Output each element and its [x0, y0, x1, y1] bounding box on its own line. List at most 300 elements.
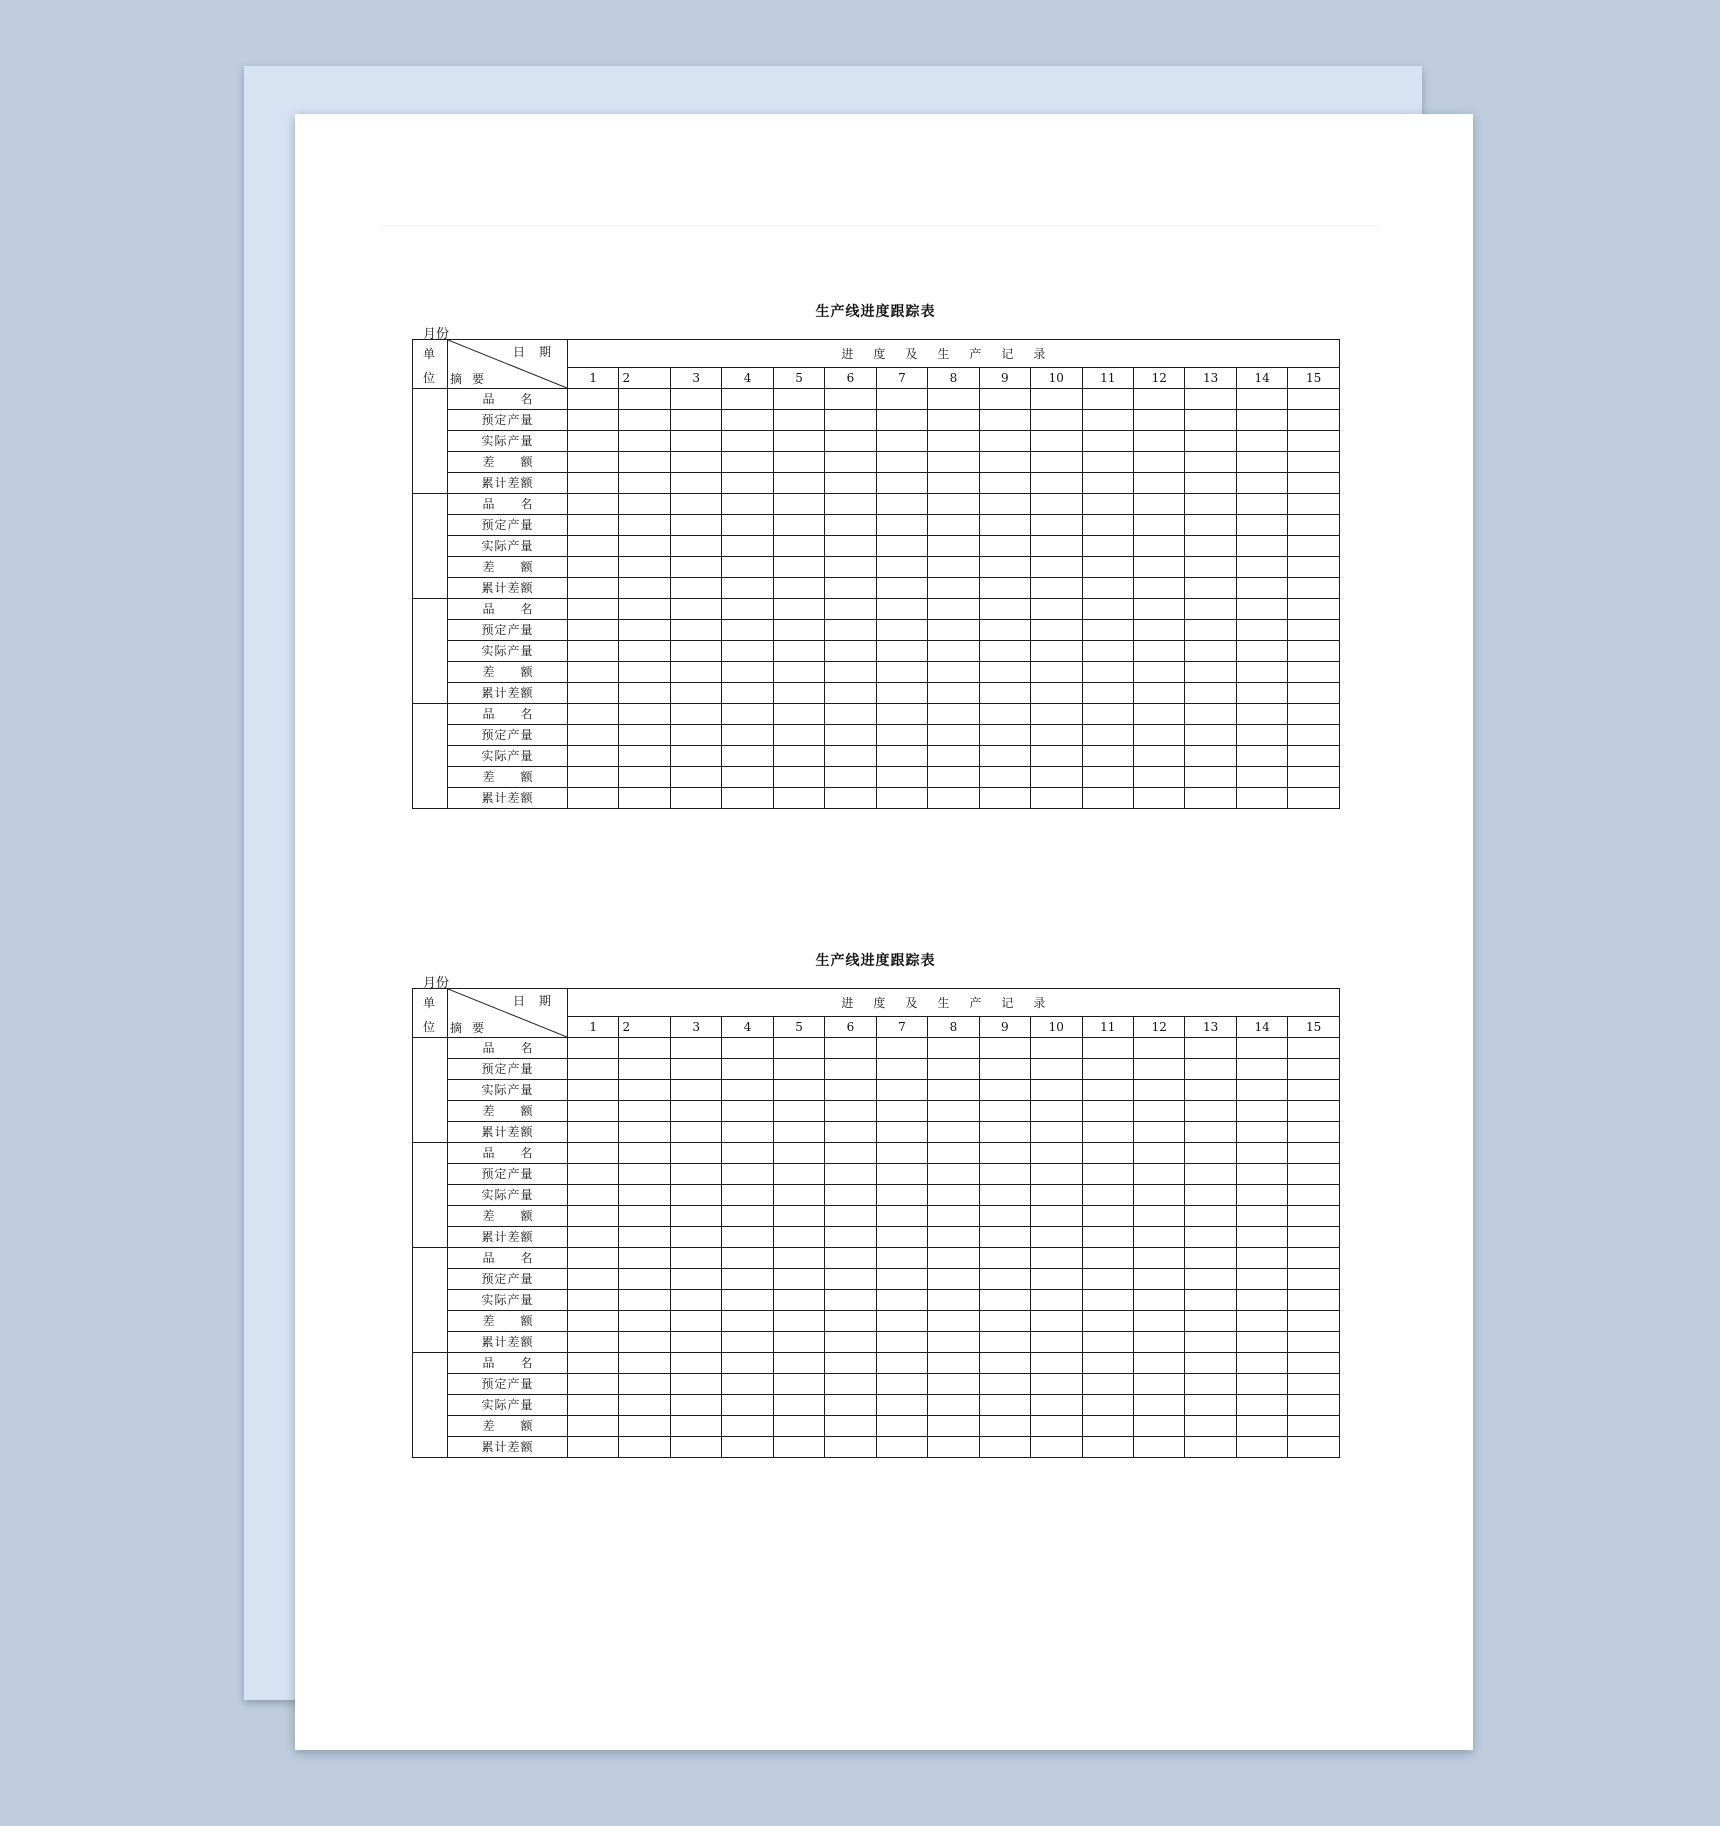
data-cell[interactable] [876, 788, 927, 809]
data-cell[interactable] [568, 1059, 619, 1080]
data-cell[interactable] [1288, 1164, 1339, 1185]
data-cell[interactable] [773, 1059, 824, 1080]
data-cell[interactable] [1288, 1269, 1339, 1290]
data-cell[interactable] [979, 1122, 1030, 1143]
data-cell[interactable] [928, 1437, 979, 1458]
data-cell[interactable] [1236, 1080, 1287, 1101]
data-cell[interactable] [773, 1311, 824, 1332]
data-cell[interactable] [1236, 473, 1287, 494]
data-cell[interactable] [568, 1311, 619, 1332]
data-cell[interactable] [928, 1332, 979, 1353]
data-cell[interactable] [1133, 746, 1184, 767]
data-cell[interactable] [773, 410, 824, 431]
data-cell[interactable] [1185, 1290, 1236, 1311]
data-cell[interactable] [1133, 1038, 1184, 1059]
data-cell[interactable] [876, 1164, 927, 1185]
data-cell[interactable] [568, 788, 619, 809]
data-cell[interactable] [825, 1248, 876, 1269]
data-cell[interactable] [1133, 578, 1184, 599]
data-cell[interactable] [773, 1248, 824, 1269]
data-cell[interactable] [1031, 1059, 1082, 1080]
data-cell[interactable] [1236, 494, 1287, 515]
data-cell[interactable] [825, 662, 876, 683]
data-cell[interactable] [928, 536, 979, 557]
data-cell[interactable] [619, 473, 670, 494]
unit-cell[interactable] [413, 599, 448, 704]
data-cell[interactable] [1288, 452, 1339, 473]
data-cell[interactable] [619, 725, 670, 746]
data-cell[interactable] [619, 620, 670, 641]
data-cell[interactable] [876, 1416, 927, 1437]
data-cell[interactable] [979, 536, 1030, 557]
data-cell[interactable] [722, 1143, 773, 1164]
data-cell[interactable] [1031, 1227, 1082, 1248]
data-cell[interactable] [722, 1080, 773, 1101]
data-cell[interactable] [1031, 1164, 1082, 1185]
data-cell[interactable] [1288, 767, 1339, 788]
data-cell[interactable] [1236, 1206, 1287, 1227]
data-cell[interactable] [1185, 1248, 1236, 1269]
data-cell[interactable] [928, 599, 979, 620]
data-cell[interactable] [722, 1290, 773, 1311]
data-cell[interactable] [1133, 1311, 1184, 1332]
data-cell[interactable] [1185, 1311, 1236, 1332]
data-cell[interactable] [773, 431, 824, 452]
data-cell[interactable] [876, 725, 927, 746]
data-cell[interactable] [773, 641, 824, 662]
data-cell[interactable] [1236, 1374, 1287, 1395]
data-cell[interactable] [619, 1311, 670, 1332]
data-cell[interactable] [722, 620, 773, 641]
data-cell[interactable] [1236, 1416, 1287, 1437]
data-cell[interactable] [1288, 1416, 1339, 1437]
data-cell[interactable] [979, 1164, 1030, 1185]
data-cell[interactable] [876, 494, 927, 515]
data-cell[interactable] [670, 452, 721, 473]
data-cell[interactable] [619, 1143, 670, 1164]
data-cell[interactable] [825, 1164, 876, 1185]
data-cell[interactable] [1133, 683, 1184, 704]
data-cell[interactable] [773, 1206, 824, 1227]
data-cell[interactable] [1288, 431, 1339, 452]
data-cell[interactable] [619, 494, 670, 515]
data-cell[interactable] [670, 746, 721, 767]
unit-cell[interactable] [413, 1038, 448, 1143]
data-cell[interactable] [670, 641, 721, 662]
data-cell[interactable] [928, 1080, 979, 1101]
data-cell[interactable] [670, 494, 721, 515]
data-cell[interactable] [928, 662, 979, 683]
data-cell[interactable] [1185, 746, 1236, 767]
data-cell[interactable] [928, 1395, 979, 1416]
data-cell[interactable] [1288, 599, 1339, 620]
data-cell[interactable] [568, 662, 619, 683]
data-cell[interactable] [1031, 1437, 1082, 1458]
data-cell[interactable] [568, 389, 619, 410]
data-cell[interactable] [876, 1269, 927, 1290]
data-cell[interactable] [773, 767, 824, 788]
data-cell[interactable] [1185, 515, 1236, 536]
data-cell[interactable] [773, 473, 824, 494]
data-cell[interactable] [979, 1395, 1030, 1416]
data-cell[interactable] [1031, 1248, 1082, 1269]
data-cell[interactable] [1133, 1290, 1184, 1311]
data-cell[interactable] [670, 1353, 721, 1374]
data-cell[interactable] [1236, 725, 1287, 746]
data-cell[interactable] [979, 662, 1030, 683]
data-cell[interactable] [1288, 746, 1339, 767]
data-cell[interactable] [825, 1290, 876, 1311]
data-cell[interactable] [825, 1353, 876, 1374]
data-cell[interactable] [825, 494, 876, 515]
data-cell[interactable] [722, 746, 773, 767]
data-cell[interactable] [568, 1416, 619, 1437]
data-cell[interactable] [1082, 746, 1133, 767]
data-cell[interactable] [928, 452, 979, 473]
data-cell[interactable] [1082, 1248, 1133, 1269]
data-cell[interactable] [1133, 536, 1184, 557]
data-cell[interactable] [619, 1437, 670, 1458]
data-cell[interactable] [979, 620, 1030, 641]
data-cell[interactable] [1133, 620, 1184, 641]
data-cell[interactable] [1031, 1269, 1082, 1290]
data-cell[interactable] [1236, 683, 1287, 704]
data-cell[interactable] [928, 1374, 979, 1395]
data-cell[interactable] [773, 1038, 824, 1059]
data-cell[interactable] [670, 725, 721, 746]
data-cell[interactable] [928, 1059, 979, 1080]
data-cell[interactable] [1236, 452, 1287, 473]
data-cell[interactable] [1082, 1353, 1133, 1374]
data-cell[interactable] [1082, 1374, 1133, 1395]
data-cell[interactable] [1185, 683, 1236, 704]
data-cell[interactable] [1236, 599, 1287, 620]
data-cell[interactable] [1031, 557, 1082, 578]
data-cell[interactable] [876, 1080, 927, 1101]
data-cell[interactable] [1236, 1290, 1287, 1311]
data-cell[interactable] [568, 725, 619, 746]
data-cell[interactable] [825, 1269, 876, 1290]
data-cell[interactable] [928, 1269, 979, 1290]
data-cell[interactable] [1185, 1164, 1236, 1185]
data-cell[interactable] [1133, 494, 1184, 515]
data-cell[interactable] [568, 515, 619, 536]
data-cell[interactable] [1288, 1038, 1339, 1059]
data-cell[interactable] [825, 1332, 876, 1353]
data-cell[interactable] [670, 599, 721, 620]
data-cell[interactable] [722, 452, 773, 473]
data-cell[interactable] [1082, 536, 1133, 557]
data-cell[interactable] [1082, 683, 1133, 704]
data-cell[interactable] [1288, 1143, 1339, 1164]
data-cell[interactable] [1288, 473, 1339, 494]
data-cell[interactable] [825, 452, 876, 473]
data-cell[interactable] [825, 1080, 876, 1101]
data-cell[interactable] [1236, 1038, 1287, 1059]
data-cell[interactable] [670, 1059, 721, 1080]
data-cell[interactable] [928, 578, 979, 599]
data-cell[interactable] [825, 1206, 876, 1227]
data-cell[interactable] [722, 767, 773, 788]
data-cell[interactable] [979, 1437, 1030, 1458]
data-cell[interactable] [670, 1437, 721, 1458]
data-cell[interactable] [979, 1143, 1030, 1164]
data-cell[interactable] [670, 1185, 721, 1206]
data-cell[interactable] [619, 557, 670, 578]
data-cell[interactable] [1288, 557, 1339, 578]
data-cell[interactable] [1082, 1395, 1133, 1416]
data-cell[interactable] [876, 1332, 927, 1353]
data-cell[interactable] [876, 1248, 927, 1269]
data-cell[interactable] [722, 599, 773, 620]
data-cell[interactable] [979, 1311, 1030, 1332]
data-cell[interactable] [876, 1353, 927, 1374]
data-cell[interactable] [979, 515, 1030, 536]
data-cell[interactable] [619, 1059, 670, 1080]
data-cell[interactable] [1288, 725, 1339, 746]
data-cell[interactable] [1236, 515, 1287, 536]
data-cell[interactable] [979, 452, 1030, 473]
data-cell[interactable] [1288, 1353, 1339, 1374]
data-cell[interactable] [1236, 1227, 1287, 1248]
data-cell[interactable] [979, 1101, 1030, 1122]
data-cell[interactable] [1288, 494, 1339, 515]
data-cell[interactable] [876, 1374, 927, 1395]
data-cell[interactable] [722, 1248, 773, 1269]
data-cell[interactable] [1133, 1185, 1184, 1206]
data-cell[interactable] [825, 1143, 876, 1164]
data-cell[interactable] [825, 1395, 876, 1416]
data-cell[interactable] [1236, 1332, 1287, 1353]
data-cell[interactable] [1185, 1332, 1236, 1353]
data-cell[interactable] [1031, 599, 1082, 620]
data-cell[interactable] [1082, 473, 1133, 494]
data-cell[interactable] [1031, 641, 1082, 662]
data-cell[interactable] [825, 767, 876, 788]
data-cell[interactable] [568, 1269, 619, 1290]
data-cell[interactable] [825, 620, 876, 641]
data-cell[interactable] [568, 1374, 619, 1395]
data-cell[interactable] [1185, 1059, 1236, 1080]
data-cell[interactable] [568, 1395, 619, 1416]
data-cell[interactable] [619, 1038, 670, 1059]
data-cell[interactable] [1236, 767, 1287, 788]
data-cell[interactable] [1185, 662, 1236, 683]
data-cell[interactable] [1133, 1059, 1184, 1080]
data-cell[interactable] [670, 1101, 721, 1122]
data-cell[interactable] [876, 1227, 927, 1248]
data-cell[interactable] [773, 620, 824, 641]
data-cell[interactable] [1031, 1122, 1082, 1143]
data-cell[interactable] [825, 473, 876, 494]
data-cell[interactable] [568, 1206, 619, 1227]
unit-cell[interactable] [413, 1353, 448, 1458]
data-cell[interactable] [928, 746, 979, 767]
data-cell[interactable] [1031, 1038, 1082, 1059]
data-cell[interactable] [1031, 473, 1082, 494]
data-cell[interactable] [928, 473, 979, 494]
data-cell[interactable] [619, 1269, 670, 1290]
data-cell[interactable] [1236, 704, 1287, 725]
data-cell[interactable] [670, 1122, 721, 1143]
data-cell[interactable] [722, 1332, 773, 1353]
data-cell[interactable] [825, 788, 876, 809]
data-cell[interactable] [979, 725, 1030, 746]
data-cell[interactable] [670, 431, 721, 452]
data-cell[interactable] [1031, 1080, 1082, 1101]
data-cell[interactable] [1133, 704, 1184, 725]
data-cell[interactable] [773, 1122, 824, 1143]
data-cell[interactable] [876, 1122, 927, 1143]
data-cell[interactable] [1133, 788, 1184, 809]
data-cell[interactable] [722, 1416, 773, 1437]
data-cell[interactable] [928, 1164, 979, 1185]
data-cell[interactable] [928, 1101, 979, 1122]
data-cell[interactable] [928, 641, 979, 662]
data-cell[interactable] [1288, 578, 1339, 599]
data-cell[interactable] [928, 1290, 979, 1311]
data-cell[interactable] [619, 1122, 670, 1143]
data-cell[interactable] [825, 431, 876, 452]
data-cell[interactable] [1082, 1038, 1133, 1059]
data-cell[interactable] [1031, 431, 1082, 452]
data-cell[interactable] [979, 599, 1030, 620]
data-cell[interactable] [1133, 1143, 1184, 1164]
data-cell[interactable] [1288, 1395, 1339, 1416]
data-cell[interactable] [979, 704, 1030, 725]
data-cell[interactable] [722, 389, 773, 410]
data-cell[interactable] [1082, 578, 1133, 599]
data-cell[interactable] [670, 1374, 721, 1395]
data-cell[interactable] [1082, 1059, 1133, 1080]
data-cell[interactable] [876, 1059, 927, 1080]
data-cell[interactable] [825, 389, 876, 410]
data-cell[interactable] [619, 431, 670, 452]
data-cell[interactable] [1133, 431, 1184, 452]
data-cell[interactable] [1031, 1101, 1082, 1122]
data-cell[interactable] [825, 1038, 876, 1059]
data-cell[interactable] [1185, 452, 1236, 473]
data-cell[interactable] [979, 788, 1030, 809]
unit-cell[interactable] [413, 704, 448, 809]
data-cell[interactable] [876, 1143, 927, 1164]
data-cell[interactable] [568, 1437, 619, 1458]
data-cell[interactable] [928, 515, 979, 536]
data-cell[interactable] [1236, 1437, 1287, 1458]
data-cell[interactable] [670, 767, 721, 788]
data-cell[interactable] [1236, 389, 1287, 410]
data-cell[interactable] [1031, 725, 1082, 746]
data-cell[interactable] [670, 1143, 721, 1164]
data-cell[interactable] [928, 704, 979, 725]
data-cell[interactable] [670, 536, 721, 557]
data-cell[interactable] [979, 1185, 1030, 1206]
data-cell[interactable] [568, 473, 619, 494]
data-cell[interactable] [568, 641, 619, 662]
data-cell[interactable] [568, 599, 619, 620]
data-cell[interactable] [722, 1206, 773, 1227]
data-cell[interactable] [1031, 452, 1082, 473]
data-cell[interactable] [1031, 683, 1082, 704]
data-cell[interactable] [825, 704, 876, 725]
data-cell[interactable] [722, 704, 773, 725]
data-cell[interactable] [876, 452, 927, 473]
data-cell[interactable] [979, 1332, 1030, 1353]
data-cell[interactable] [1288, 683, 1339, 704]
data-cell[interactable] [773, 599, 824, 620]
data-cell[interactable] [568, 536, 619, 557]
data-cell[interactable] [1288, 1185, 1339, 1206]
data-cell[interactable] [619, 641, 670, 662]
data-cell[interactable] [1288, 410, 1339, 431]
data-cell[interactable] [928, 494, 979, 515]
data-cell[interactable] [1031, 1332, 1082, 1353]
data-cell[interactable] [773, 494, 824, 515]
data-cell[interactable] [1082, 725, 1133, 746]
data-cell[interactable] [1288, 1206, 1339, 1227]
data-cell[interactable] [1133, 1332, 1184, 1353]
data-cell[interactable] [773, 1080, 824, 1101]
data-cell[interactable] [1185, 536, 1236, 557]
data-cell[interactable] [1185, 767, 1236, 788]
data-cell[interactable] [773, 1227, 824, 1248]
data-cell[interactable] [568, 620, 619, 641]
data-cell[interactable] [773, 683, 824, 704]
data-cell[interactable] [670, 1269, 721, 1290]
data-cell[interactable] [1031, 1185, 1082, 1206]
data-cell[interactable] [1031, 1416, 1082, 1437]
data-cell[interactable] [825, 410, 876, 431]
data-cell[interactable] [876, 557, 927, 578]
data-cell[interactable] [1288, 662, 1339, 683]
data-cell[interactable] [722, 1269, 773, 1290]
data-cell[interactable] [1236, 1164, 1287, 1185]
data-cell[interactable] [1133, 389, 1184, 410]
data-cell[interactable] [1031, 767, 1082, 788]
data-cell[interactable] [722, 1437, 773, 1458]
data-cell[interactable] [1082, 1122, 1133, 1143]
data-cell[interactable] [670, 389, 721, 410]
data-cell[interactable] [1288, 704, 1339, 725]
data-cell[interactable] [825, 1059, 876, 1080]
data-cell[interactable] [1031, 515, 1082, 536]
data-cell[interactable] [568, 767, 619, 788]
data-cell[interactable] [1185, 641, 1236, 662]
data-cell[interactable] [670, 1290, 721, 1311]
data-cell[interactable] [1236, 641, 1287, 662]
data-cell[interactable] [876, 1311, 927, 1332]
data-cell[interactable] [1185, 1395, 1236, 1416]
data-cell[interactable] [1185, 1206, 1236, 1227]
data-cell[interactable] [1185, 725, 1236, 746]
data-cell[interactable] [670, 1038, 721, 1059]
data-cell[interactable] [928, 1353, 979, 1374]
data-cell[interactable] [876, 599, 927, 620]
data-cell[interactable] [1082, 389, 1133, 410]
data-cell[interactable] [1031, 1206, 1082, 1227]
data-cell[interactable] [670, 1395, 721, 1416]
data-cell[interactable] [1185, 473, 1236, 494]
data-cell[interactable] [619, 1248, 670, 1269]
data-cell[interactable] [1133, 641, 1184, 662]
data-cell[interactable] [928, 1185, 979, 1206]
data-cell[interactable] [979, 1206, 1030, 1227]
data-cell[interactable] [1082, 1290, 1133, 1311]
data-cell[interactable] [1185, 1269, 1236, 1290]
data-cell[interactable] [825, 1185, 876, 1206]
data-cell[interactable] [619, 1206, 670, 1227]
data-cell[interactable] [1133, 1122, 1184, 1143]
